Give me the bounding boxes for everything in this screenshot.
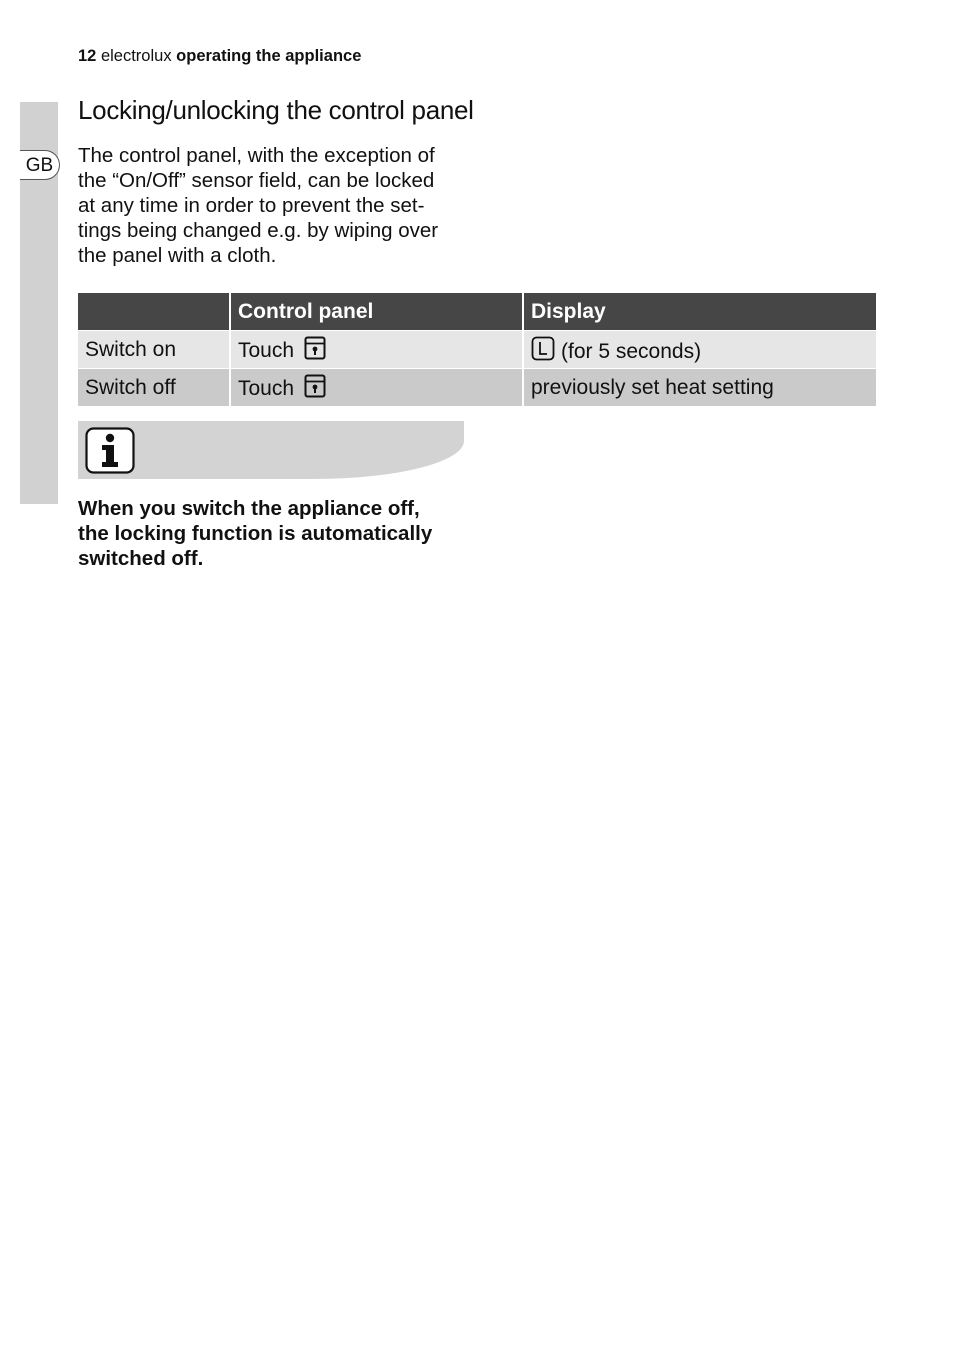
- table-row: [78, 369, 876, 407]
- table-header-empty: [78, 293, 230, 331]
- info-note: [78, 496, 498, 571]
- running-header: [78, 47, 361, 66]
- table-cell-action: Switch off: [78, 369, 230, 407]
- intro-line: tings being changed e.g. by wiping over: [78, 219, 439, 242]
- note-line: the locking function is automatically: [78, 522, 433, 545]
- table-cell-control: [230, 331, 523, 369]
- intro-line: The control panel, with the exception of: [78, 144, 435, 167]
- control-text: Touch: [238, 377, 295, 400]
- section-title: Locking/unlocking the control panel: [78, 95, 474, 125]
- intro-paragraph: [78, 143, 478, 268]
- lock-key-icon: [304, 374, 326, 398]
- chapter-title: operating the appliance: [176, 47, 362, 65]
- table-header-row: [78, 293, 876, 331]
- language-badge: GB: [20, 150, 60, 180]
- table-header-control-panel: Control panel: [230, 293, 523, 331]
- info-banner: [78, 421, 464, 479]
- table-cell-display: previously set heat setting: [523, 369, 876, 407]
- table-cell-action: Switch on: [78, 331, 230, 369]
- intro-line: the “On/Off” sensor field, can be locked: [78, 169, 435, 192]
- table-header-display: Display: [523, 293, 876, 331]
- note-line: switched off.: [78, 547, 204, 570]
- info-icon: [85, 427, 135, 474]
- table-cell-display: [523, 331, 876, 369]
- table-cell-control: [230, 369, 523, 407]
- control-text: Touch: [238, 339, 295, 362]
- table-row: [78, 331, 876, 369]
- lock-key-icon: [304, 336, 326, 360]
- brand-name: electrolux: [100, 47, 172, 65]
- intro-line: at any time in order to prevent the set-: [78, 194, 425, 217]
- page-number: 12: [78, 47, 97, 65]
- note-line: When you switch the appliance off,: [78, 497, 420, 520]
- display-text: (for 5 seconds): [561, 339, 702, 363]
- intro-line: the panel with a cloth.: [78, 244, 277, 267]
- lock-table: [78, 293, 876, 407]
- lock-display-l-icon: [531, 336, 555, 361]
